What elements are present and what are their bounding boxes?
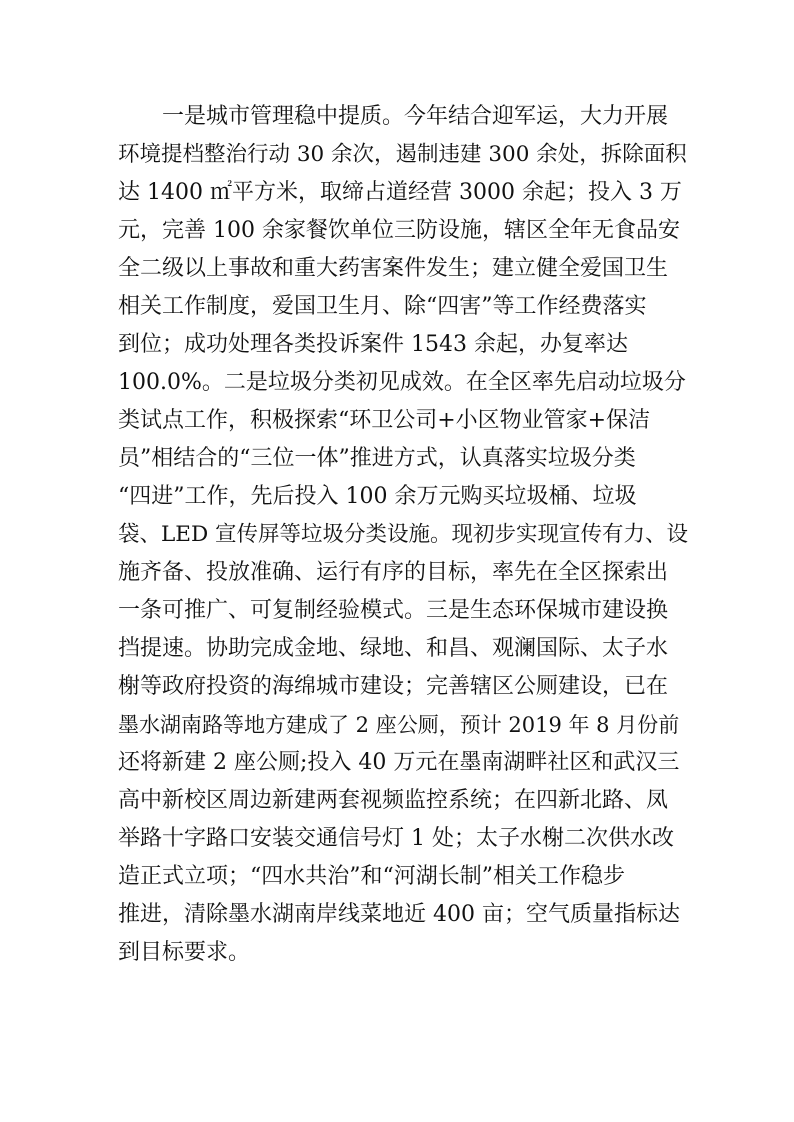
text-line: 施齐备、投放准确、运行有序的目标，率先在全区探索出 [118, 560, 669, 585]
text-line: 高中新校区周边新建两套视频监控系统；在四新北路、凤 [118, 788, 669, 813]
text-line: 类试点工作，积极探索“环卫公司+小区物业管家+保洁 [118, 408, 651, 433]
text-line: 环境提档整治行动 30 余次，遏制违建 300 余处，拆除面积 [118, 142, 687, 167]
text-line: 员”相结合的“三位一体”推进方式，认真落实垃圾分类 [118, 446, 636, 471]
text-line: 到位；成功处理各类投诉案件 1543 余起，办复率达 [118, 332, 628, 357]
text-line: 全二级以上事故和重大药害案件发生；建立健全爱国卫生 [118, 256, 669, 281]
text-line: 举路十字路口安装交通信号灯 1 处；太子水榭二次供水改 [118, 826, 674, 851]
text-line: 墨水湖南路等地方建成了 2 座公厕，预计 2019 年 8 月份前 [118, 713, 680, 737]
text-line: 一是城市管理稳中提质。今年结合迎军运，大力开展 [118, 104, 669, 129]
text-line: 造正式立项；“四水共治”和“河湖长制”相关工作稳步 [118, 864, 625, 889]
text-line: 榭等政府投资的海绵城市建设；完善辖区公厕建设，已在 [118, 674, 669, 699]
body-paragraph [118, 98, 688, 972]
text-line: 一条可推广、可复制经验模式。三是生态环保城市建设换 [118, 598, 669, 623]
text-line: 达 1400 ㎡平方米，取缔占道经营 3000 余起；投入 3 万 [118, 180, 682, 205]
text-line: 100.0%。二是垃圾分类初见成效。在全区率先启动垃圾分 [118, 370, 686, 395]
text-line: 元，完善 100 余家餐饮单位三防设施，辖区全年无食品安 [118, 218, 680, 243]
text-line: 到目标要求。 [118, 940, 251, 965]
text-line: “四进”工作，先后投入 100 余万元购买垃圾桶、垃圾 [118, 484, 637, 509]
text-line: 挡提速。协助完成金地、绿地、和昌、观澜国际、太子水 [118, 636, 669, 661]
text-line: 还将新建 2 座公厕;投入 40 万元在墨南湖畔社区和武汉三 [118, 750, 680, 775]
text-line: 袋、LED 宣传屏等垃圾分类设施。现初步实现宣传有力、设 [118, 522, 689, 547]
text-line: 相关工作制度，爱国卫生月、除“四害”等工作经费落实 [118, 294, 647, 319]
text-line: 推进，清除墨水湖南岸线菜地近 400 亩；空气质量指标达 [118, 902, 680, 927]
